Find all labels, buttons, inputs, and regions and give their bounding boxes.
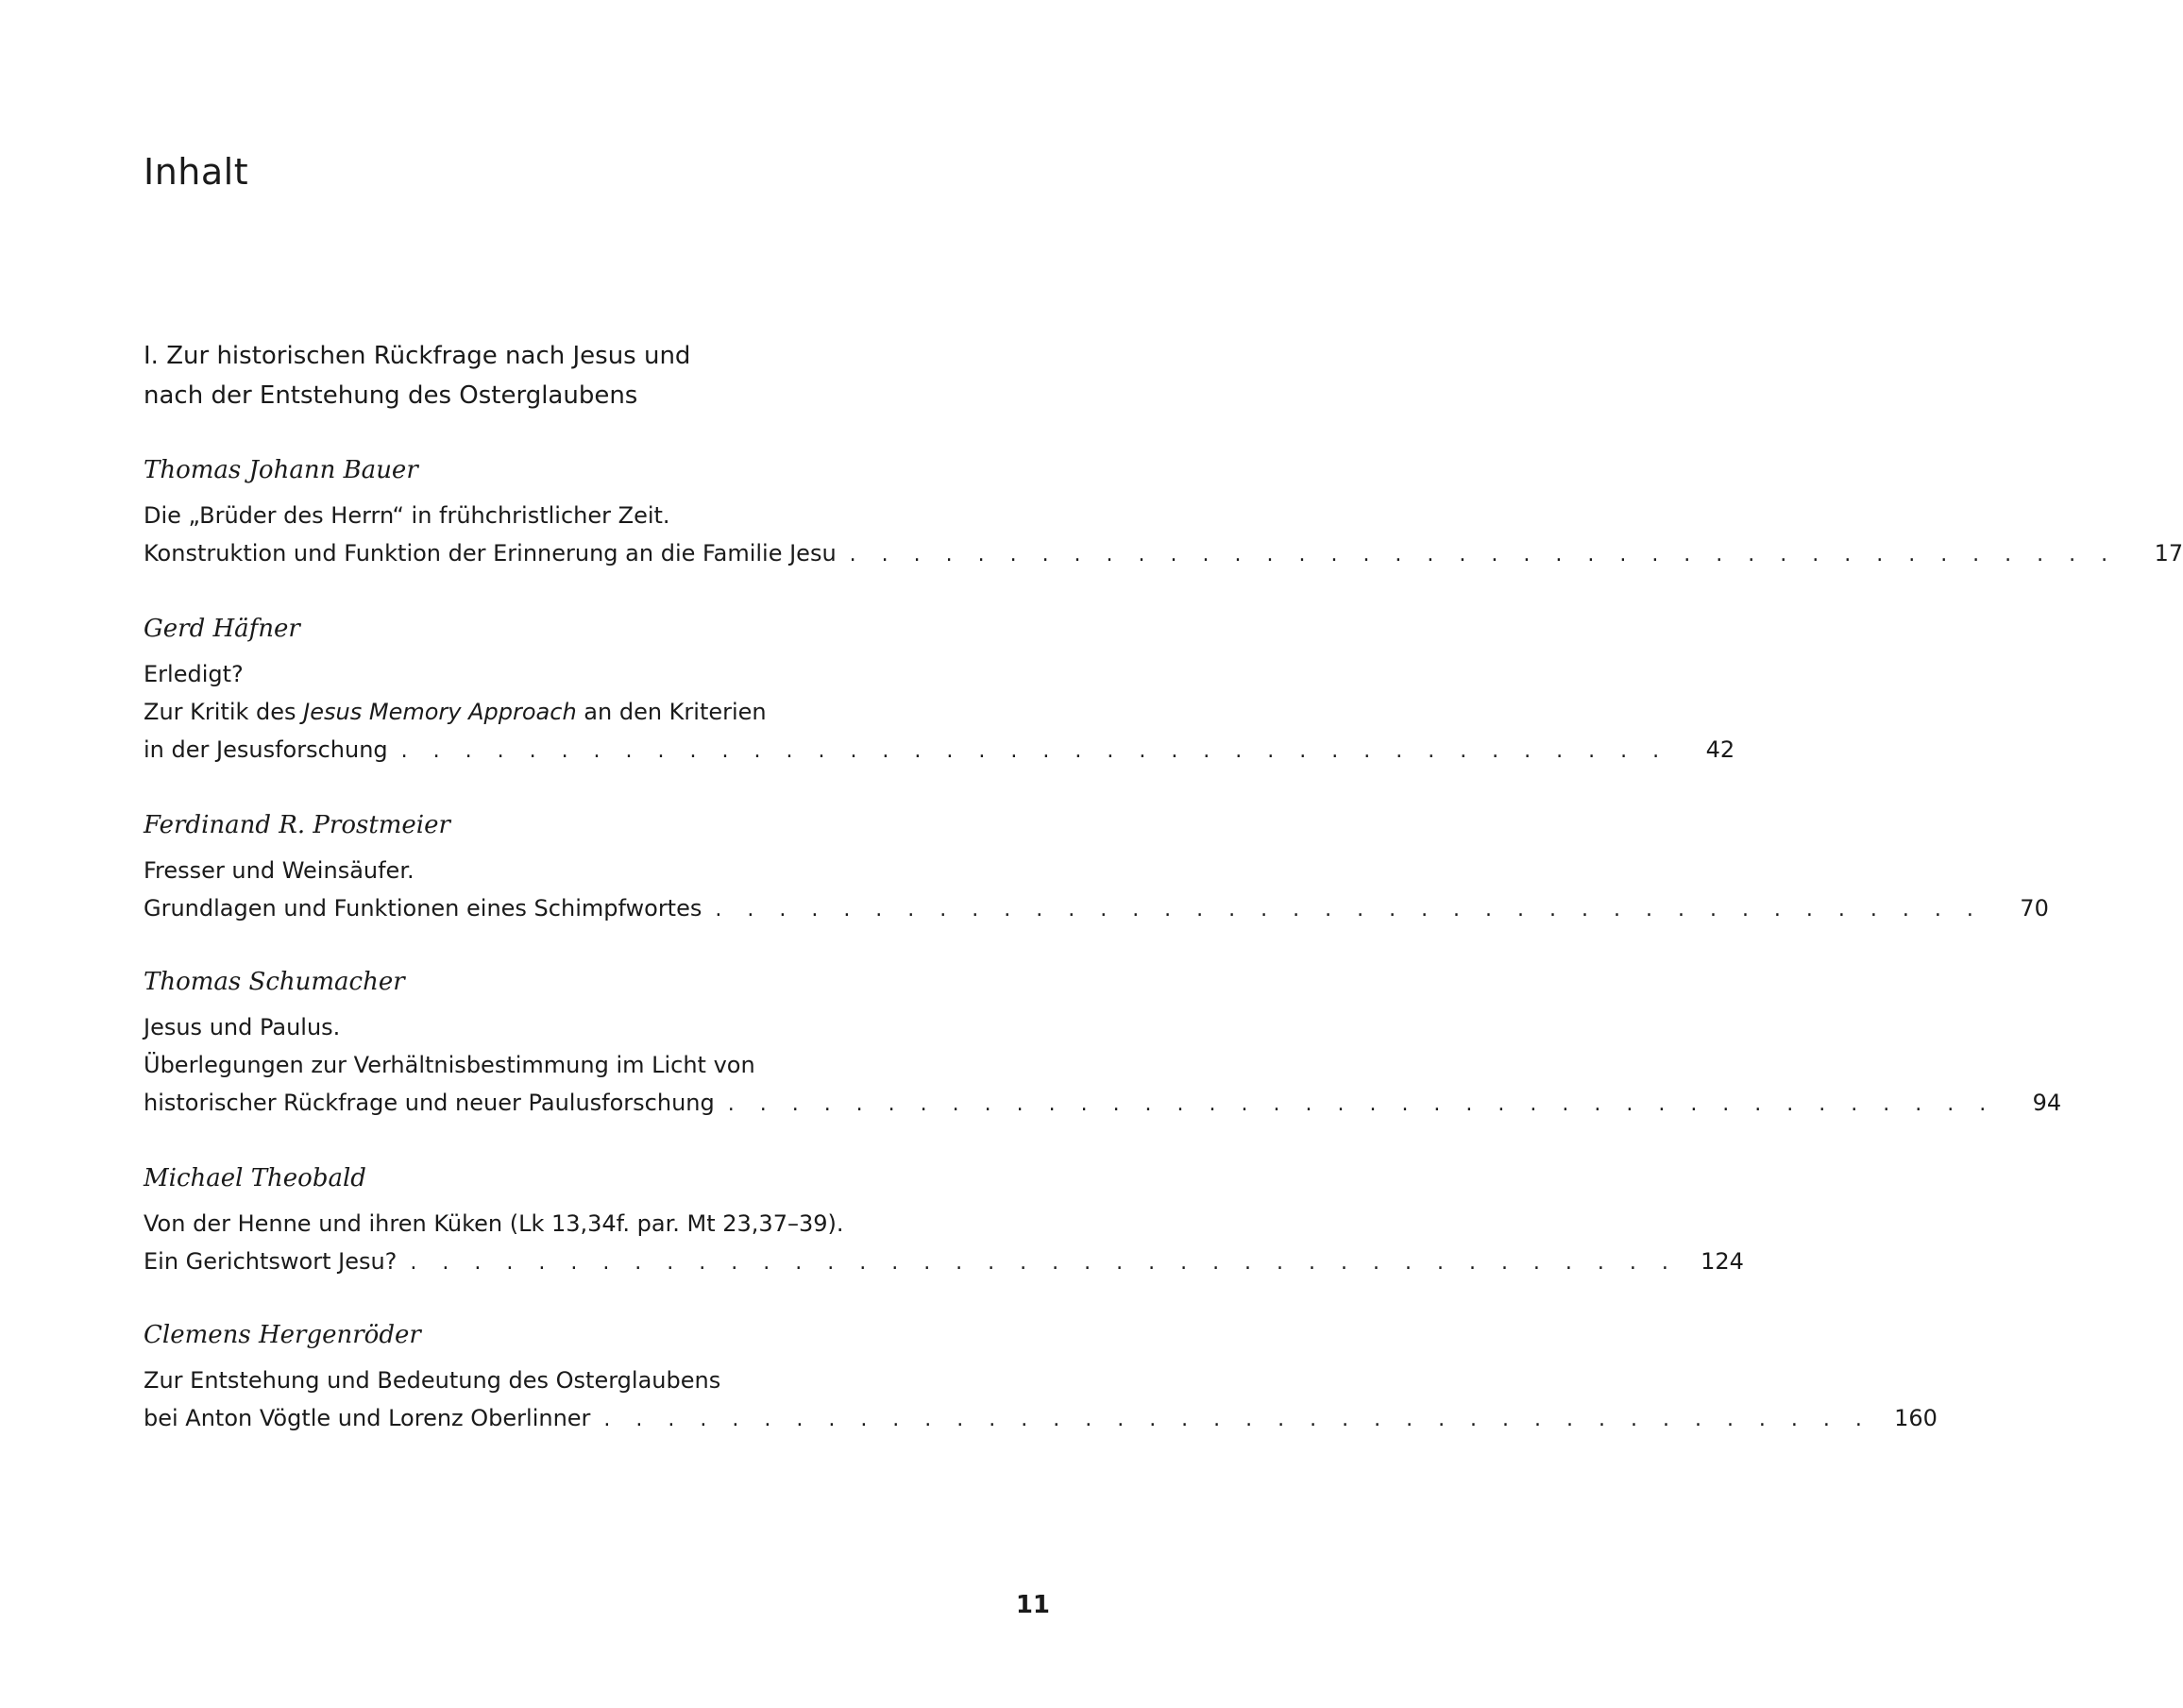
entry-title-last-line bbox=[144, 534, 2183, 572]
toc-entry bbox=[144, 965, 2062, 1122]
toc-entry bbox=[144, 453, 2183, 572]
page-title: Inhalt bbox=[144, 151, 249, 193]
dot-leader: . . . . . . . . . . . . . . . . . . . . . . . . . . . . . . . . . . . . . . . . bbox=[727, 1092, 1996, 1116]
entry-author: Thomas Johann Bauer bbox=[144, 456, 418, 484]
entry-page-number: 70 bbox=[2020, 895, 2049, 922]
section-heading-line: nach der Entstehung des Osterglaubens bbox=[144, 381, 638, 410]
page-number: 11 bbox=[1015, 1591, 1050, 1619]
dot-leader: . . . . . . . . . . . . . . . . . . . . . . . . . . . . . . . . . . . . . . . . bbox=[715, 898, 1983, 922]
entry-author: Michael Theobald bbox=[144, 1164, 366, 1192]
dot-leader: . . . . . . . . . . . . . . . . . . . . . . . . . . . . . . . . . . . . . . . . bbox=[849, 543, 2118, 567]
dot-leader: . . . . . . . . . . . . . . . . . . . . . . . . . . . . . . . . . . . . . . . . bbox=[400, 739, 1669, 763]
entry-title-line: Erledigt? bbox=[144, 661, 244, 687]
toc-entry bbox=[144, 808, 2049, 927]
section-heading-line: I. Zur historischen Rückfrage nach Jesus und bbox=[144, 342, 691, 370]
entry-title-line bbox=[144, 693, 1050, 731]
entry-page-number: 124 bbox=[1701, 1248, 1744, 1275]
entry-title-last-line bbox=[144, 889, 2049, 927]
toc-entry bbox=[144, 612, 1735, 769]
entry-page-number: 94 bbox=[2032, 1090, 2062, 1116]
entry-title-last-line bbox=[144, 1243, 1744, 1280]
entry-title-italic: Jesus Memory Approach bbox=[303, 699, 577, 725]
entry-title-line: Fresser und Weinsäufer. bbox=[144, 857, 415, 884]
entry-author: Clemens Hergenröder bbox=[144, 1321, 421, 1349]
entry-title-last-line bbox=[144, 731, 1735, 769]
entry-title-text: Grundlagen und Funktionen eines Schimpfwortes bbox=[144, 895, 702, 922]
dot-leader: . . . . . . . . . . . . . . . . . . . . . . . . . . . . . . . . . . . . . . . . bbox=[603, 1408, 1871, 1431]
entry-title-text: bei Anton Vögtle und Lorenz Oberlinner bbox=[144, 1405, 591, 1431]
entry-title-line: Zur Entstehung und Bedeutung des Osterglaubens bbox=[144, 1367, 721, 1394]
section-heading bbox=[144, 336, 690, 415]
entry-title-line: Die „Brüder des Herrn“ in frühchristlicher Zeit. bbox=[144, 502, 670, 529]
entry-title-text: in der Jesusforschung bbox=[144, 736, 388, 763]
entry-title-text: historischer Rückfrage und neuer Paulusforschung bbox=[144, 1090, 715, 1116]
entry-page-number: 17 bbox=[2154, 540, 2183, 567]
entry-title-line: Von der Henne und ihren Küken (Lk 13,34f. par. Mt 23,37–39). bbox=[144, 1210, 844, 1237]
entry-title-text: Ein Gerichtswort Jesu? bbox=[144, 1248, 398, 1275]
entry-title-line: Überlegungen zur Verhältnisbestimmung im Licht von bbox=[144, 1052, 755, 1078]
entry-author: Thomas Schumacher bbox=[144, 968, 405, 996]
entry-title-line: Jesus und Paulus. bbox=[144, 1014, 341, 1040]
dot-leader: . . . . . . . . . . . . . . . . . . . . . . . . . . . . . . . . . . . . . . . . bbox=[410, 1251, 1678, 1275]
entry-page-number: 160 bbox=[1894, 1405, 1938, 1431]
entry-title-text: Konstruktion und Funktion der Erinnerung an die Familie Jesu bbox=[144, 540, 837, 567]
entry-page-number: 42 bbox=[1705, 736, 1735, 763]
entry-title-last-line bbox=[144, 1399, 1938, 1437]
entry-author: Gerd Häfner bbox=[144, 615, 300, 643]
toc-entry bbox=[144, 1318, 1938, 1437]
entry-title-last-line bbox=[144, 1084, 2062, 1122]
entry-title-text: an den Kriterien bbox=[576, 699, 767, 725]
entry-title-text: Zur Kritik des bbox=[144, 699, 304, 725]
toc-entry bbox=[144, 1161, 1744, 1280]
entry-author: Ferdinand R. Prostmeier bbox=[144, 811, 450, 839]
